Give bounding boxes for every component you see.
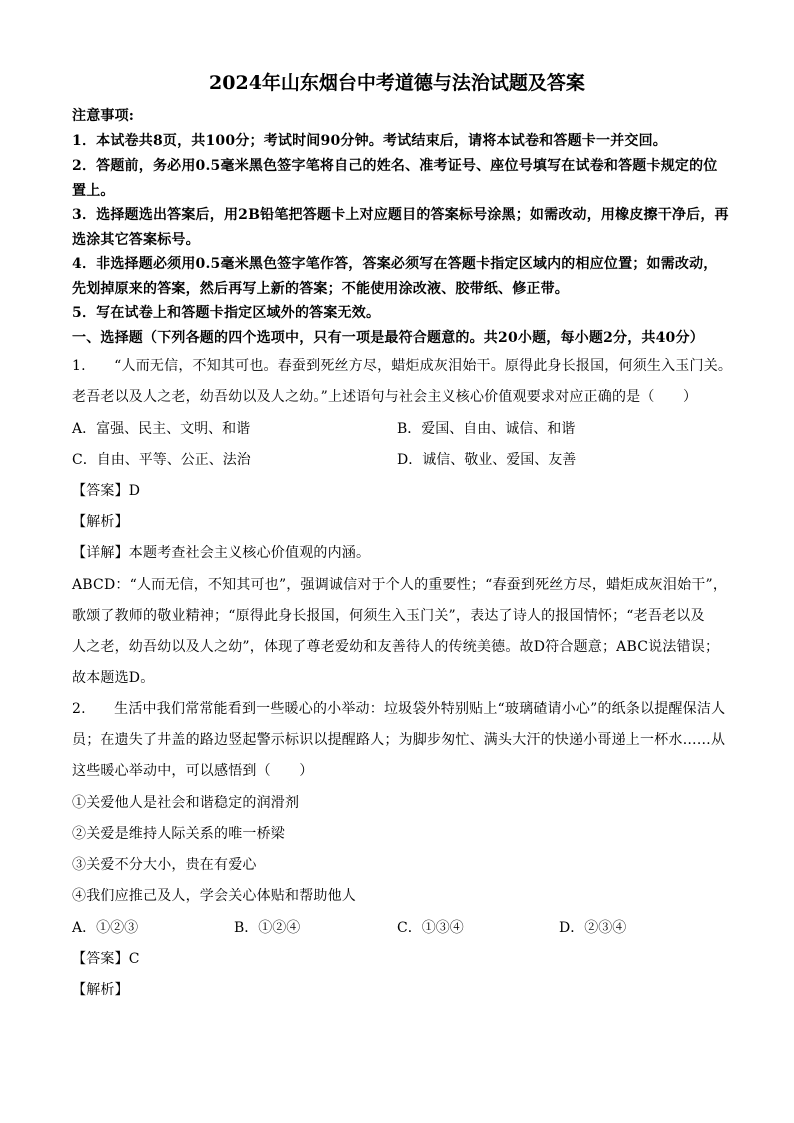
question-2-stem: 2. 生活中我们常常能看到一些暖心的小举动：垃圾袋外特别贴上“玻璃碴请小心”的纸条以提醒保洁人 (72, 701, 726, 717)
question-1-option-a: A．富强、民主、文明、和谐 (72, 421, 251, 437)
question-2-statement: ③关爱不分大小，贵在有爱心 (72, 857, 257, 873)
question-1-answer: 【答案】D (72, 483, 141, 499)
question-1-option-d: D．诚信、敬业、爱国、友善 (397, 452, 577, 468)
notice-line: 1．本试卷共8页，共100分；考试时间90分钟。考试结束后，请将本试卷和答题卡一并交回。 (72, 133, 667, 149)
notice-line: 先划掉原来的答案，然后再写上新的答案；不能使用涂改液、胶带纸、修正带。 (72, 281, 569, 297)
question-2-option-a: A．①②③ (72, 920, 139, 936)
section-heading: 一、选择题（下列各题的四个选项中，只有一项是最符合题意的。共20小题，每小题2分，共40分） (72, 330, 704, 346)
page-title: 2024年山东烟台中考道德与法治试题及答案 (209, 72, 585, 94)
notice-heading: 注意事项: (72, 108, 135, 124)
question-2-analysis-label: 【解析】 (72, 982, 129, 998)
notice-line: 4．非选择题必须用0.5毫米黑色签字笔作答，答案必须写在答题卡指定区域内的相应位置；如需改动， (72, 256, 718, 272)
question-1-option-c: C．自由、平等、公正、法治 (72, 452, 251, 468)
notice-line: 3．选择题选出答案后，用2B铅笔把答题卡上对应题目的答案标号涂黑；如需改动，用橡皮擦干净后，再 (72, 207, 729, 223)
notice-line: 选涂其它答案标号。 (72, 232, 200, 248)
question-1-detail: ABCD：“人而无信，不知其可也”，强调诚信对于个人的重要性；“春蚕到死丝方尽，蜡炬成灰泪始干”， (72, 577, 728, 593)
question-1-stem: 老吾老以及人之老，幼吾幼以及人之幼。”上述语句与社会主义核心价值观要求对应正确的是（ ） (72, 389, 698, 405)
question-2-option-b: B．①②④ (234, 920, 301, 936)
question-2-statement: ①关爱他人是社会和谐稳定的润滑剂 (72, 795, 300, 811)
question-1-detail: 故本题选D。 (72, 670, 155, 686)
question-1-option-b: B．爱国、自由、诚信、和谐 (397, 421, 576, 437)
question-2-answer: 【答案】C (72, 951, 140, 967)
notice-line: 5．写在试卷上和答题卡指定区域外的答案无效。 (72, 305, 381, 321)
question-1-stem: 1. “人而无信，不知其可也。春蚕到死丝方尽，蜡炬成灰泪始干。原得此身长报国，何须生入玉门关。 (72, 358, 733, 374)
question-2-stem: 员；在遗失了井盖的路边竖起警示标识以提醒路人；为脚步匆忙、满头大汗的快递小哥递上一杯水……从 (72, 732, 726, 748)
question-2-stem: 这些暖心举动中，可以感悟到（ ） (72, 763, 314, 779)
notice-line: 置上。 (72, 183, 115, 199)
question-2-statement: ④我们应推己及人，学会关心体贴和帮助他人 (72, 888, 356, 904)
question-1-detail: 人之老，幼吾幼以及人之幼”，体现了尊老爱幼和友善待人的传统美德。故D符合题意；ABC说法错误； (72, 639, 720, 655)
question-1-detail: 歌颂了教师的敬业精神；“原得此身长报国，何须生入玉门关”，表达了诗人的报国情怀；“老吾老以及 (72, 608, 705, 624)
question-2-option-d: D．②③④ (559, 920, 627, 936)
question-1-analysis-label: 【解析】 (72, 514, 129, 530)
question-1-detail: 【详解】本题考查社会主义核心价值观的内涵。 (72, 545, 371, 561)
question-2-option-c: C．①③④ (397, 920, 464, 936)
notice-line: 2．答题前，务必用0.5毫米黑色签字笔将自己的姓名、准考证号、座位号填写在试卷和答题卡规定的位 (72, 158, 718, 174)
question-2-statement: ②关爱是维持人际关系的唯一桥梁 (72, 826, 285, 842)
